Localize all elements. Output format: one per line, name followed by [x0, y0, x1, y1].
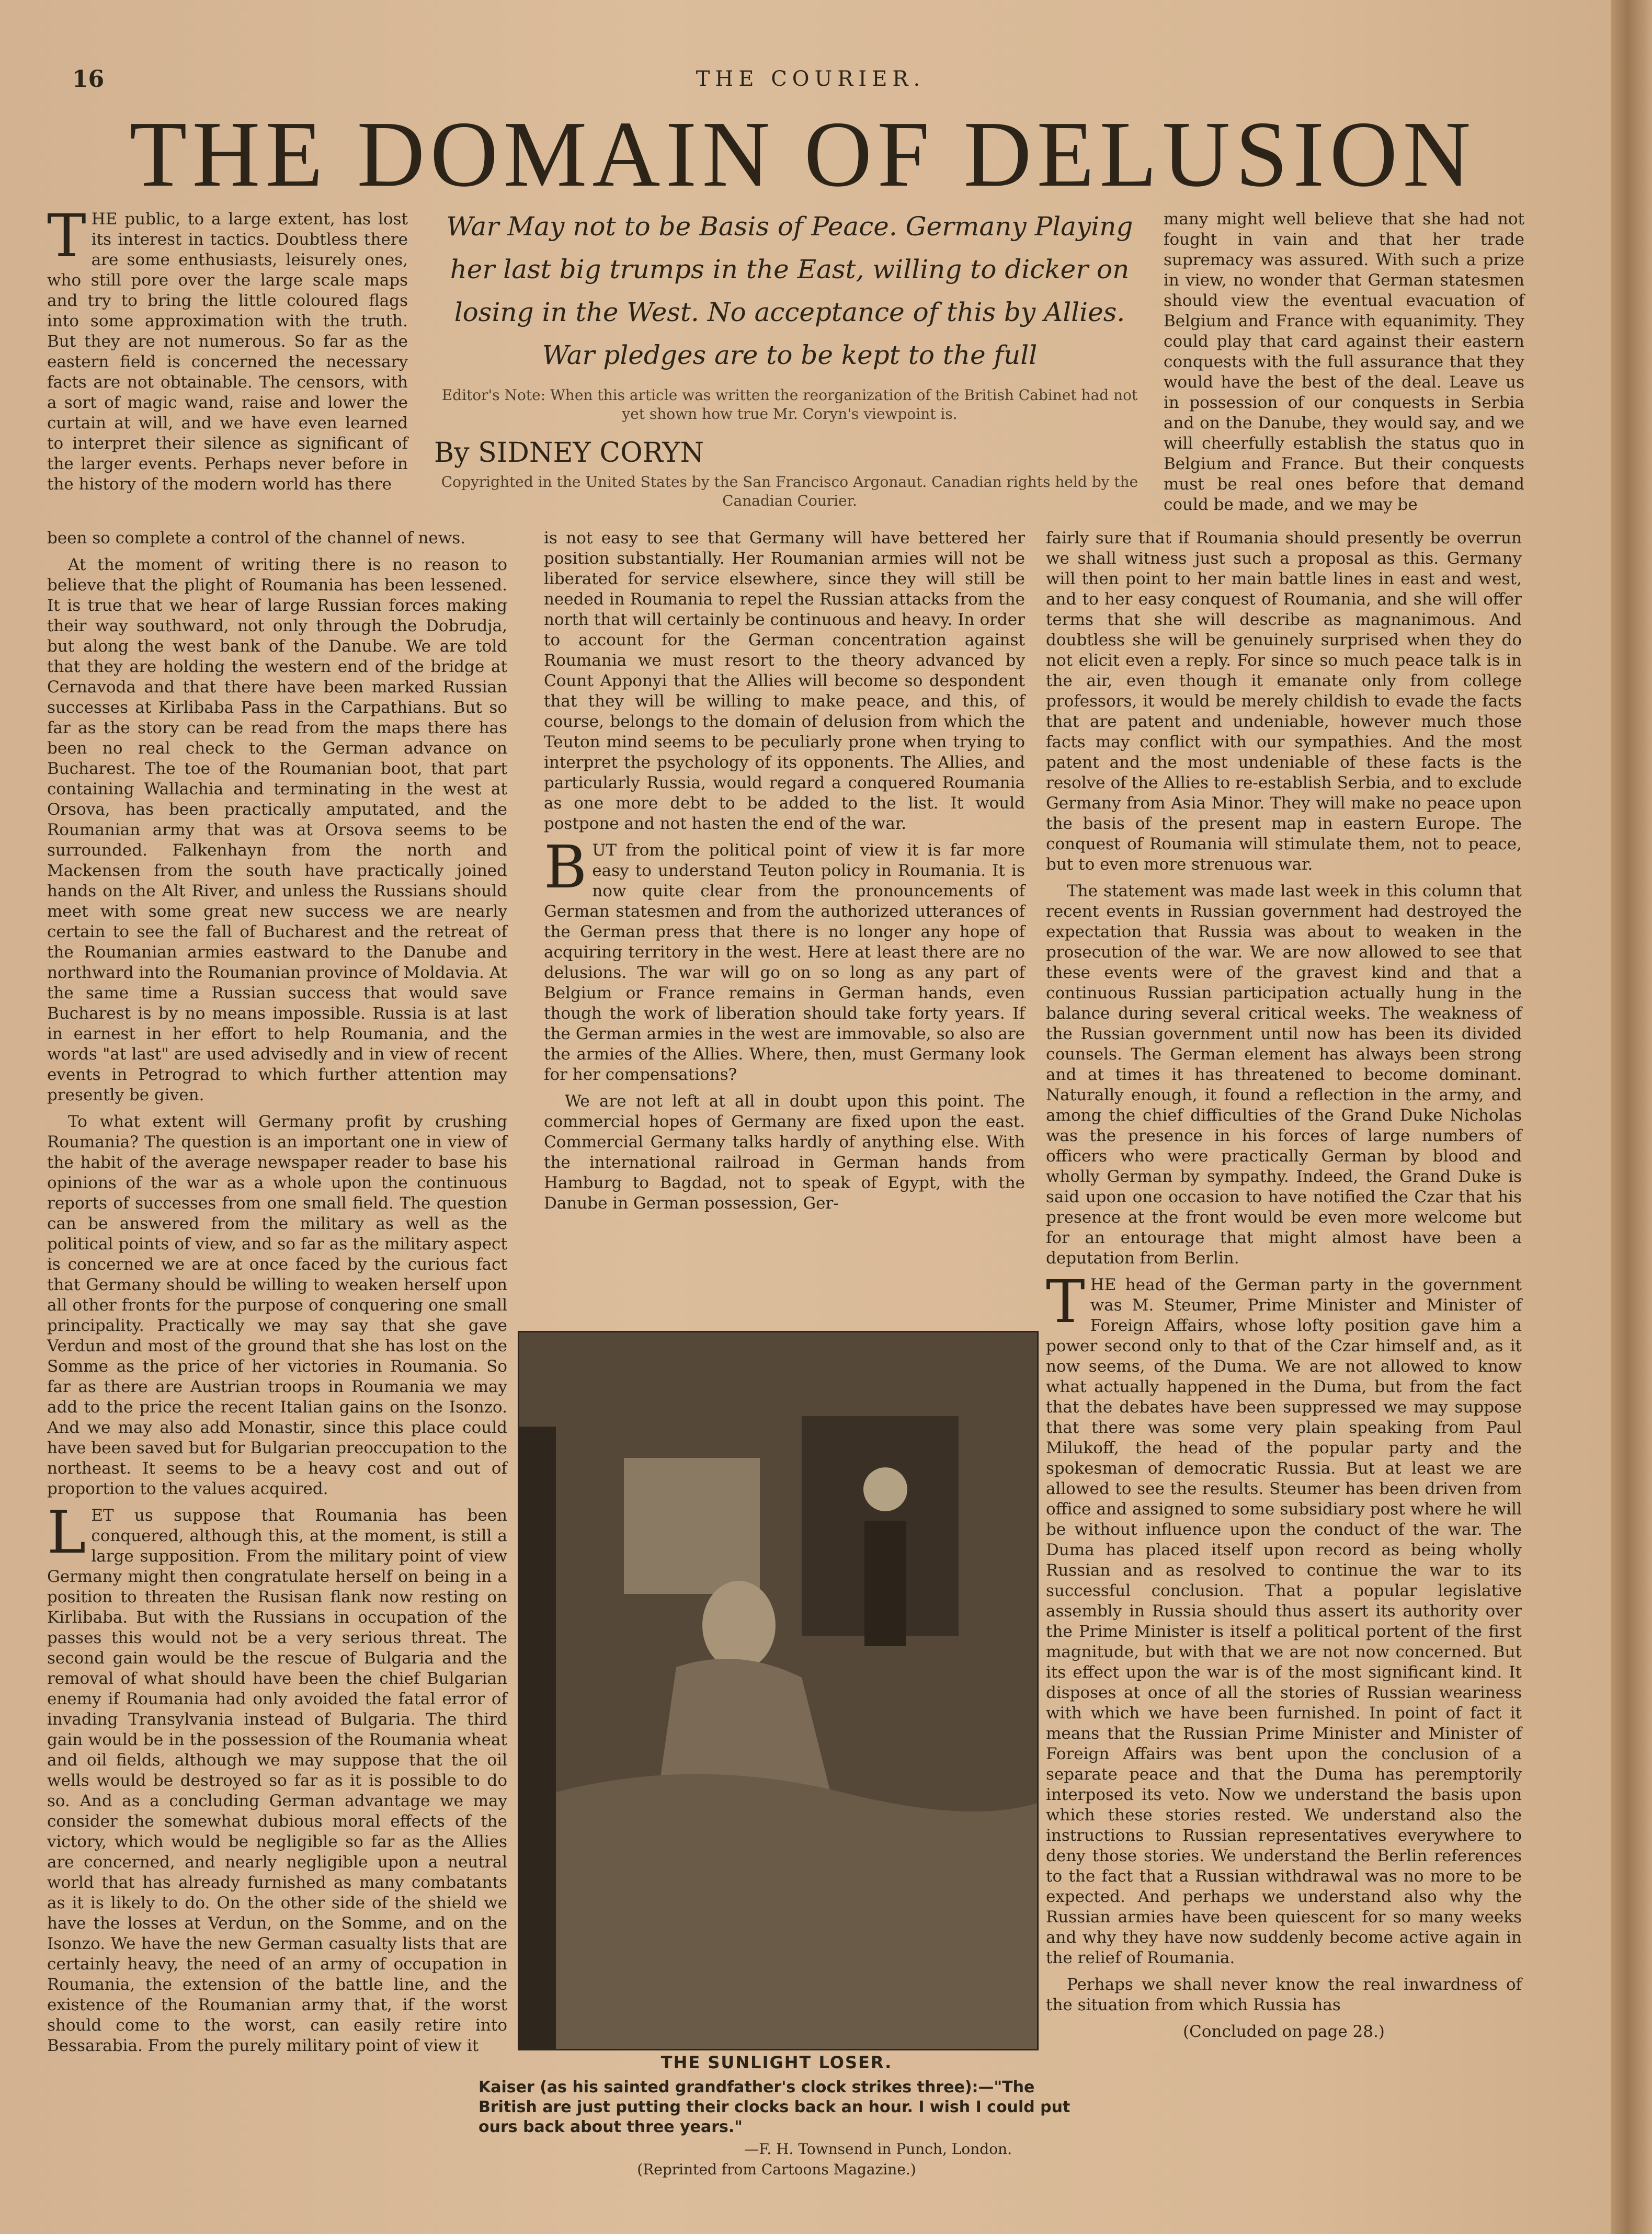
caption-credit: —F. H. Townsend in Punch, London.	[744, 2140, 1012, 2158]
running-head: THE COURIER.	[696, 67, 926, 91]
drop-cap: B	[544, 834, 587, 902]
clock-case-shape	[864, 1521, 906, 1646]
headline: THE DOMAIN OF DELUSION	[129, 102, 1476, 206]
paragraph: THE public, to a large extent, has lost its interest in tactics. Doubtless there are some enthusiasts, leisurely ones, who still pore over the large scale maps and try to bring the little coloured flags into some approximation with the truth. But they are not numerous. So far as the eastern field is concerned the necessary facts are not obtainable. The censors, with a sort of magic wand, raise and lower the curtain at will, and we have even learned to interpret their silence as significant of the larger events. Perhaps never before in the history of the modern world has there	[47, 202, 408, 494]
column-1-top	[47, 202, 408, 501]
copyright-note: Copyrighted in the United States by the San Francisco Argonaut. Canadian rights held by the Canadian Courier.	[441, 473, 1138, 509]
drop-cap: L	[47, 1499, 86, 1567]
page-number: 16	[72, 66, 105, 93]
bedpost-shape	[519, 1427, 556, 2049]
drop-cap: T	[47, 202, 86, 270]
kaiser-head-shape	[702, 1581, 776, 1670]
caption-title: THE SUNLIGHT LOSER.	[660, 2053, 893, 2072]
paragraph: The statement was made last week in this column that recent events in Russian government had destroyed the expectation that Russia was about to weaken in the prosecution of the war. We are now allowed to see that these events were of the gravest kind and that a continuous Russian participation actually hung in the balance during several critical weeks. The weakness of the Russian government until now has been its divided counsels. The German element has always been strong and at times it has threatened to become dominant. Naturally enough, it found a reflection in the army, and among the chief difficulties of the Grand Duke Nicholas was the presence in his forces of large numbers of officers who were practically German by blood and wholly German by sympathy. Indeed, the Grand Duke is said upon one occasion to have notified the Czar that his presence at the front would be even more welcome but for an entourage that might almost have been a deputation from Berlin.	[1046, 882, 1522, 1268]
paragraph: At the moment of writing there is no reason to believe that the plight of Roumania has been lessened. It is true that we hear of large Russian forces making their way southward, not only through the Dobrudja, but along the west bank of the Danube. We are told that they are holding the western end of the bridge at Cernavoda and that there have been marked Russian successes at Kirlibaba Pass in the Carpathians. But so far as the story can be read from the maps there has been no real check to the German advance on Bucharest. The toe of the Roumanian boot, that part containing Wallachia and terminating in the west at Orsova, has been practically amputated, and the Roumanian army that was at Orsova seems to be surrounded. Falkenhayn from the north and Mackensen from the south have practically joined hands on the Alt River, and unless the Russians should meet with some great new success we are nearly certain to see the fall of Bucharest and the retreat of the Roumanian armies eastward to the Danube and northward into the Roumanian province of Moldavia. At the same time a Russian success that would save Bucharest is by no means impossible. Russia is at last in earnest in her effort to help Roumania, and the words "at last" are used advisedly and in view of recent events in Petrograd to which further attention may presently be given.	[47, 555, 507, 1104]
column-2	[544, 528, 1025, 1220]
paragraph: We are not left at all in doubt upon this point. The commercial hopes of Germany are fixed upon the east. Commercial Germany talks hardly of anything else. With the international railroad in German hands from Hamburg to Bagdad, not to speak of Egypt, with the Danube in German possession, Ger-	[544, 1092, 1025, 1213]
binding-gutter	[1611, 0, 1652, 2234]
paragraph: been so complete a control of the channel of news.	[47, 529, 466, 548]
paragraph: many might well believe that she had not fought in vain and that her trade supremacy was assured. With such a prize in view, no wonder that German statesmen should view the eventual evacuation of Belgium and France with equanimity. They could play that card against their eastern conquests with the full assurance that they would have the best of the deal. Leave us in possession of our conquests in Serbia and on the Danube, they would say, and we will cheerfully establish the status quo in Belgium and France. But their conquests must be real ones before that demand could be made, and we may be	[1164, 210, 1524, 514]
bedding-shape	[519, 1774, 1037, 2049]
caption-reprint: (Reprinted from Cartoons Magazine.)	[637, 2161, 916, 2178]
editor-note: Editor's Note: When this article was written the reorganization of the British Cabinet had not yet shown how true Mr. Coryn's viewpoint is.	[441, 386, 1138, 423]
cartoon-drawing	[519, 1332, 1037, 2049]
continuation-note: (Concluded on page 28.)	[1183, 2022, 1385, 2041]
deck-title: War May not to be Basis of Peace. Germany Playing her last big trumps in the East, willing to dicker on losing in the West. No acceptance of this by Allies. War pledges are to be kept to the full	[446, 211, 1133, 370]
byline: By SIDNEY CORYN	[434, 437, 704, 469]
paragraph: is not easy to see that Germany will have bettered her position substantially. Her Roumanian armies will not be liberated for service elsewhere, since they will still be needed in Roumania to repel the Russian attacks from the north that will certainly be continuous and heavy. In order to account for the German concentration against Roumania we must resort to the theory advanced by Count Apponyi that the Allies will become so despondent that they will be willing to make peace, and this, of course, belongs to the domain of delusion from which the Teuton mind seems to be peculiarly prone when trying to interpret the psychology of its opponents. The Allies, and particularly Russia, would regard a conquered Roumania as one more debt to be added to the list. It would postpone and not hasten the end of the war.	[544, 529, 1025, 833]
paragraph: fairly sure that if Roumania should presently be overrun we shall witness just such a proposal as this. Germany will then point to her main battle lines in east and west, and to her easy conquest of Roumania, and she will offer terms that she will describe as magnanimous. And doubtless she will be genuinely surprised when they do not elicit even a reply. For since so much peace talk is in the air, even though it emanate only from college professors, it would be merely childish to evade the facts that are patent and undeniable, however much those facts may conflict with our sympathies. And the most patent and the most undeniable of these facts is the resolve of the Allies to re-establish Serbia, and to exclude Germany from Asia Minor. They will make no peace upon the basis of the present map in eastern Europe. The conquest of Roumania will stimulate them, not to peace, but to even more strenuous war.	[1046, 529, 1522, 874]
cartoon-caption	[478, 2053, 1075, 2178]
column-1	[47, 528, 507, 2062]
paragraph: BUT from the political point of view it is far more easy to understand Teuton policy in Roumania. It is now quite clear from the pronouncements of German statesmen and from the authorized utterances of the German press that there is no longer any hope of acquiring territory in the west. Here at least there are no delusions. The war will go on so long as any part of Belgium or France remains in German hands, even though the work of liberation should take forty years. If the German armies in the west are immovable, so also are the armies of the Allies. Where, then, must Germany look for her compensations?	[544, 834, 1025, 1084]
paragraph: LET us suppose that Roumania has been conquered, although this, at the moment, is still a large supposition. From the military point of view Germany might then congratulate herself on being in a position to threaten the Rusisan flank now resting on Kirlibaba. But with the Russians in occupation of the passes this would not be a very serious threat. The second gain would be the rescue of Bulgaria and the removal of what should have been the chief Bulgarian enemy if Roumania had only avoided the fatal error of invading Transylvania instead of Bulgaria. The third gain would be in the possession of the Roumania wheat and oil fields, although we may suppose that the oil wells would be destroyed so far as it is possible to do so. And as a concluding German advantage we may consider the somewhat dubious moral effects of the victory, which would be negligible so far as the Allies are concerned, and nearly negligible upon a neutral world that has already furnished as many combatants as it is likely to do. On the other side of the shield we have the losses at Verdun, on the Somme, and on the Isonzo. We have the new German casualty lists that are certainly heavy, the need of an army of occupation in Roumania, the extension of the battle line, and the existence of the Roumanian army that, if the worst should come to the worst, can easily retire into Bessarabia. From the purely military point of view it	[47, 1499, 507, 2055]
paragraph: To what extent will Germany profit by crushing Roumania? The question is an important one in view of the habit of the average newspaper reader to base his opinions of the war as a whole upon the continuous reports of successes from one small field. The question can be answered from the military as well as the political points of view, and so far as the military aspect is concerned we are at once faced by the curious fact that Germany should be willing to weaken herself upon all other fronts for the purpose of conquering one small principality. Practically we may say that she gave Verdun and most of the ground that she has lost on the Somme as the price of her victories in Roumania. So far as there are Austrian troops in Roumania we may add to the price the recent Italian gains on the Isonzo. And we may also add Monastir, since this place could have been saved but for Bulgarian preoccupation to the northeast. It seems to be a heavy cost and out of proportion to the values acquired.	[47, 1112, 507, 1498]
column-3	[1046, 528, 1522, 2048]
cartoon-illustration	[518, 1331, 1039, 2050]
paragraph: Perhaps we shall never know the real inwardness of the situation from which Russia has	[1046, 1975, 1522, 2014]
column-3-top	[1164, 209, 1524, 521]
window-shape	[624, 1458, 760, 1594]
caption-text: Kaiser (as his sainted grandfather's clock strikes three):—"The British are just putting their clocks back an hour. I wish I could put ours back about three years."	[478, 2078, 1070, 2136]
drop-cap: T	[1046, 1268, 1085, 1336]
clock-face-icon	[863, 1467, 907, 1511]
paragraph: THE head of the German party in the government was M. Steumer, Prime Minister and Minister of Foreign Affairs, whose lofty position gave him a power second only to that of the Czar himself and, as it now seems, of the Duma. We are not allowed to know what actually happened in the Duma, but from the fact that the debates have been suppressed we may suppose that there was some very plain speaking from Paul Milukoff, the head of the popular party and the spokesman of democratic Russia. But at least we are allowed to see the results. Steumer has been driven from office and assigned to some subsidiary post where he will be without influence upon the conduct of the war. The Duma has placed itself upon record as being wholly Russian and as resolved to continue the war to its successful conclusion. That a popular legislative assembly in Russia should thus assert its authority over the Prime Minister is itself a political portent of the first magnitude, but with that we are not now concerned. But its effect upon the war is of the most significant kind. It disposes at once of all the stories of Russian weariness with which we have been furnished. In point of fact it means that the Russian Prime Minister and Minister of Foreign Affairs was bent upon the conclusion of a separate peace and that the Duma has peremptorily interposed its veto. Now we understand the basis upon which these stories rested. We understand also the instructions to Russian representatives everywhere to deny those stories. We understand the Berlin references to the fact that a Russian withdrawal was no more to be expected. And perhaps we understand also why the Russian armies have been quiescent for so many weeks and why they have now suddenly become active again in the relief of Roumania.	[1046, 1268, 1522, 1967]
deck	[429, 205, 1150, 510]
